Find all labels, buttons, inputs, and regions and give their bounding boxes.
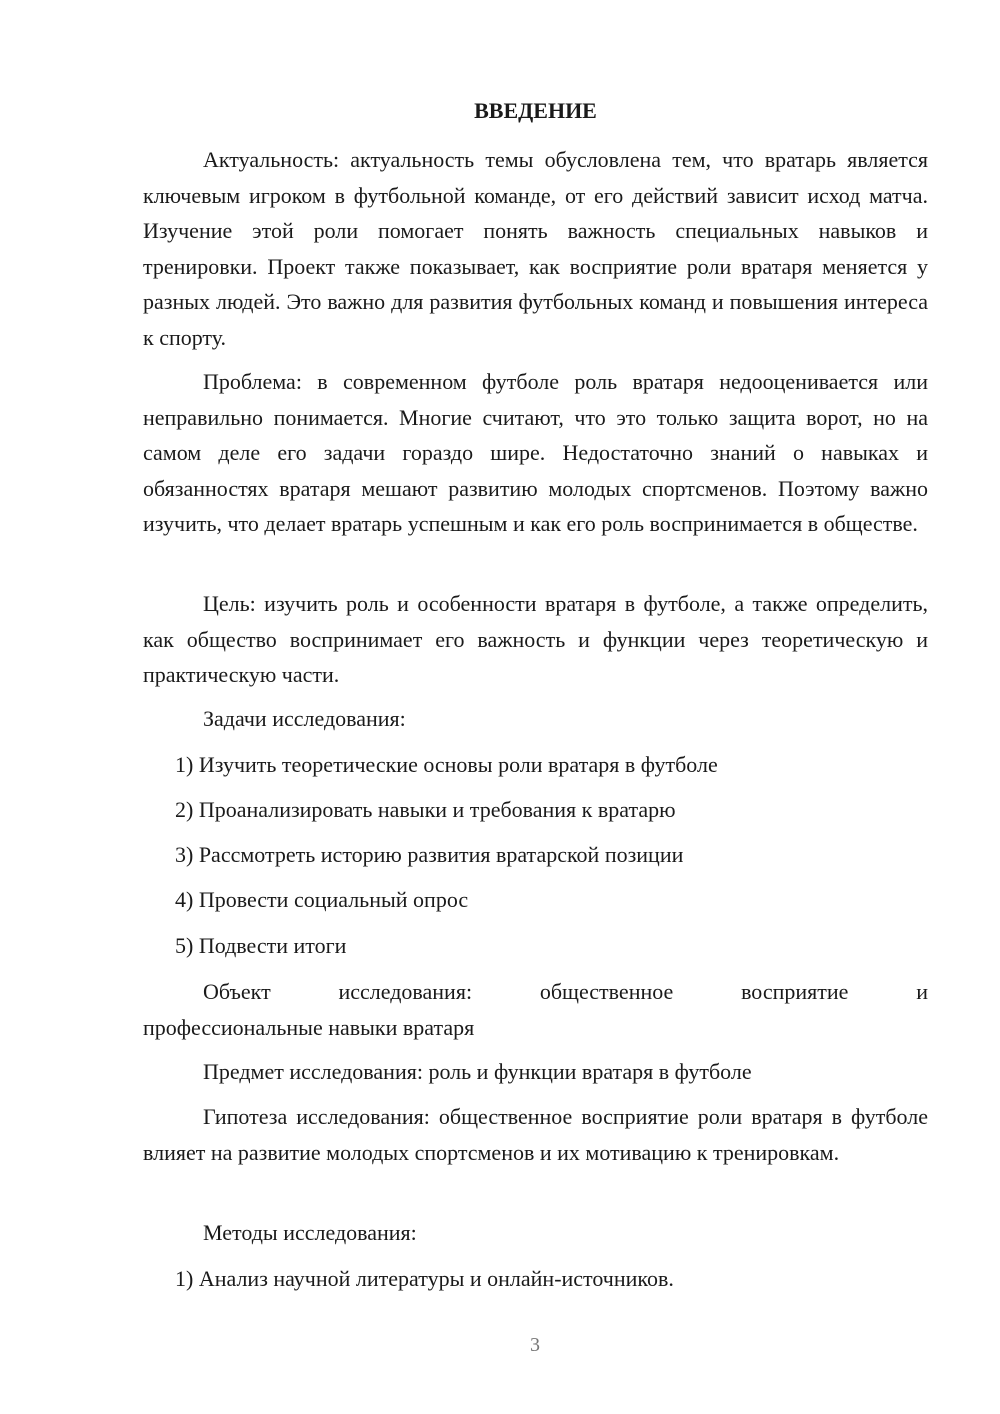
relevance-paragraph: Актуальность: актуальность темы обусловлена тем, что вратарь является ключевым игроком в футбольной команде, от его действий зависит исход матча. Изучение этой роли помогает понять важность специальных навыков и тренировки. Проект также показывает, как восприятие роли вратаря меняется у разных людей. Это важно для развития футбольных команд и повышения интереса к спорту.: [143, 147, 928, 350]
object-word: исследования:: [338, 979, 473, 1004]
task-item: 3) Рассмотреть историю развития вратарской позиции: [175, 842, 684, 867]
problem-paragraph: Проблема: в современном футболе роль вратаря недооценивается или неправильно понимается. Многие считают, что это только защита ворот, но на самом деле его задачи гораздо шире. Недостаточно знаний о навыках и обязанностях вратаря мешают развитию молодых спортсменов. Поэтому важно изучить, что делает вратарь успешным и как его роль воспринимается в обществе.: [143, 369, 928, 536]
task-item: 4) Провести социальный опрос: [175, 887, 469, 912]
section-heading: ВВЕДЕНИЕ: [474, 98, 597, 123]
method-item: 1) Анализ научной литературы и онлайн-источников.: [175, 1266, 674, 1291]
object-word: общественное: [539, 979, 674, 1004]
goal-paragraph: Цель: изучить роль и особенности вратаря в футболе, а также определить, как общество воспринимает его важность и функции через теоретическую и практическую части.: [143, 591, 928, 687]
methods-heading: Методы исследования:: [203, 1220, 417, 1245]
task-item: 5) Подвести итоги: [175, 933, 347, 958]
object-word: Объект: [203, 979, 271, 1004]
page-number: 3: [530, 1334, 540, 1356]
hypothesis-paragraph: Гипотеза исследования: общественное восприятие роли вратаря в футболе влияет на развитие молодых спортсменов и их мотивацию к тренировкам.: [143, 1104, 928, 1165]
tasks-heading: Задачи исследования:: [203, 706, 406, 731]
object-word: восприятие: [741, 979, 849, 1004]
task-item: 2) Проанализировать навыки и требования к вратарю: [175, 797, 676, 822]
object-first-line: [143, 974, 928, 1010]
object-paragraph: [143, 974, 928, 1045]
object-word: и: [916, 979, 928, 1004]
object-continuation: профессиональные навыки вратаря: [143, 1014, 475, 1040]
subject-paragraph: Предмет исследования: роль и функции вратаря в футболе: [203, 1059, 752, 1084]
task-item: 1) Изучить теоретические основы роли вратаря в футболе: [175, 752, 718, 777]
